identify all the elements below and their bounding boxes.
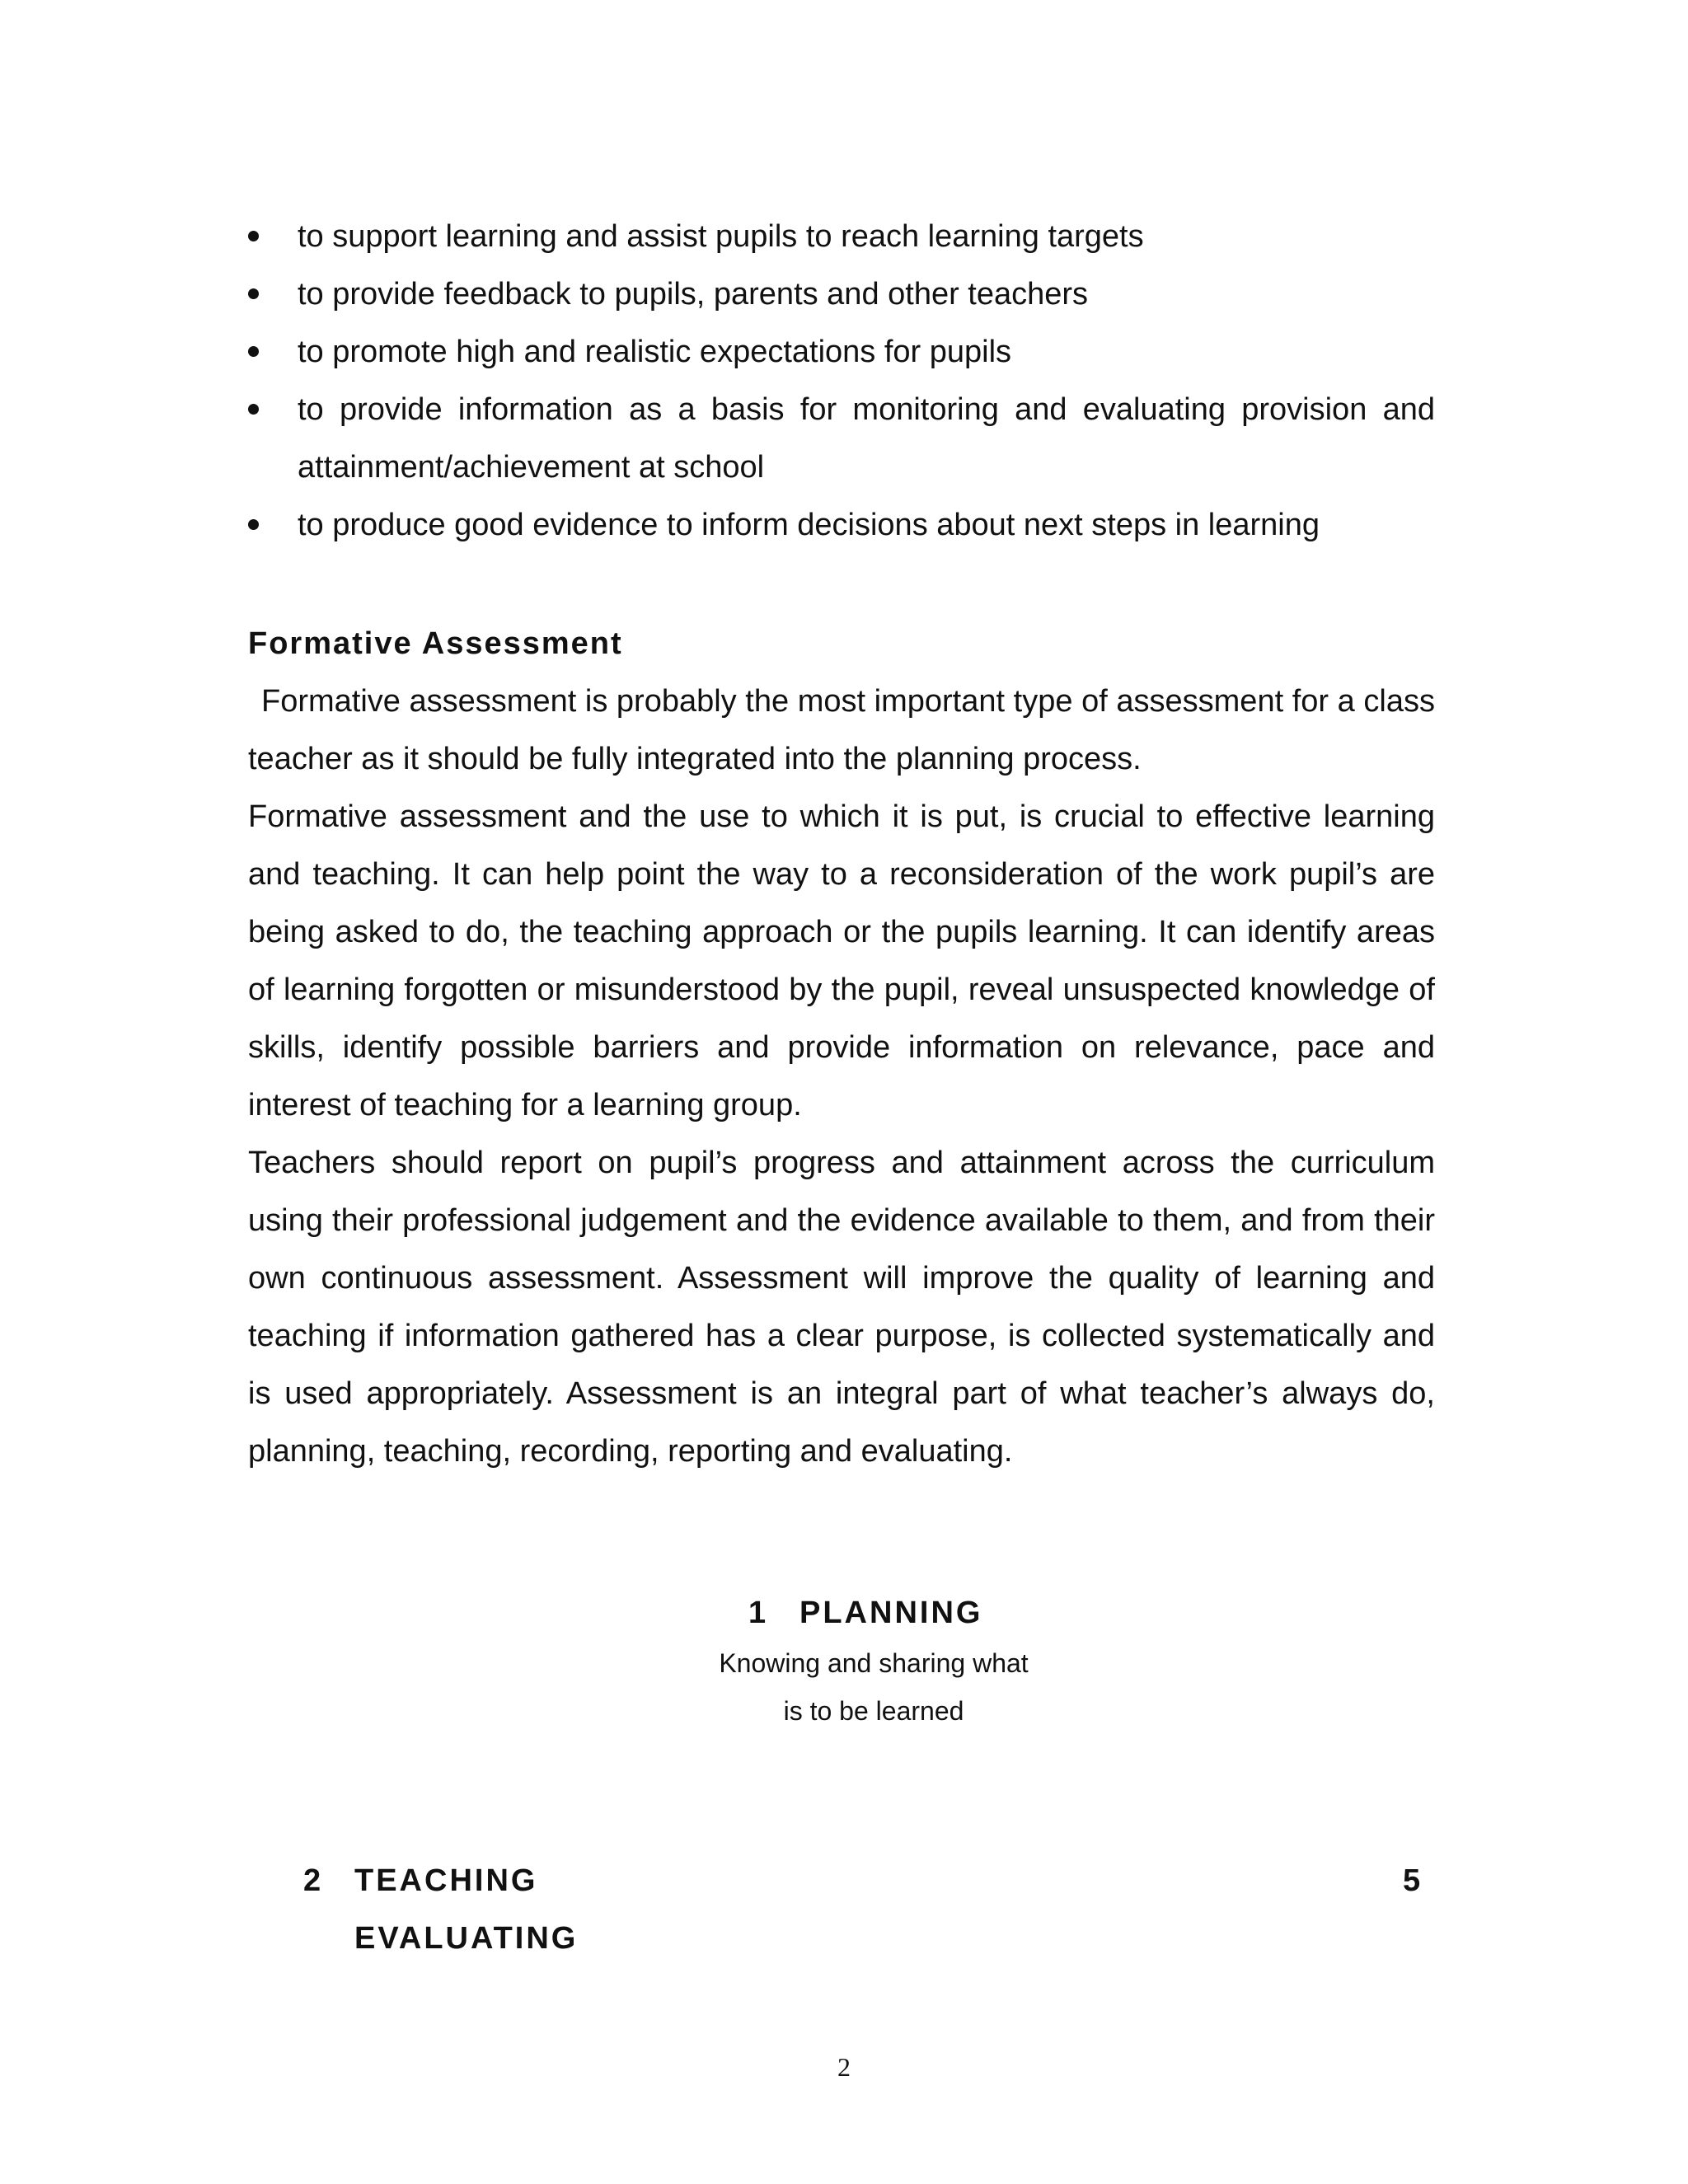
stage-label: PLANNING bbox=[799, 1596, 983, 1630]
bullet-item: to promote high and realistic expectations for pupils bbox=[248, 323, 1435, 381]
paragraph: Teachers should report on pupil’s progress and attainment across the curriculum using their professional judgement and the evidence available to them, and from their own continuous assessment. Assessment will improve the quality of learning and teaching if information gathered has a clear purpose, is collected systematically and is used appropriately. Assessment is an integral part of what teacher’s always do, planning, teaching, recording, reporting and evaluating. bbox=[248, 1146, 1435, 1469]
stage-number: 2 bbox=[303, 1863, 324, 1898]
bullet-item: to provide information as a basis for monitoring and evaluating provision and attainment/achievement at school bbox=[248, 381, 1435, 496]
stage-planning-subtitle-line1: Knowing and sharing what bbox=[719, 1648, 1029, 1678]
bullet-item: to provide feedback to pupils, parents and other teachers bbox=[248, 265, 1435, 323]
bullet-item: to support learning and assist pupils to reach learning targets bbox=[248, 208, 1435, 265]
stage-label: TEACHING bbox=[354, 1863, 538, 1898]
stage-planning-title bbox=[748, 1584, 982, 1642]
stage-planning-subtitle-line2: is to be learned bbox=[783, 1696, 964, 1726]
paragraph: Formative assessment is probably the most important type of assessment for a class teacher as it should be fully integrated into the planning process. bbox=[248, 684, 1435, 776]
stage-evaluating-number: 5 bbox=[1403, 1863, 1423, 1898]
paragraph: Formative assessment and the use to which it is put, is crucial to effective learning and teaching. It can help point the way to a reconsideration of the work pupil’s are being asked to do, the teaching approach or the pupils learning. It can identify areas of learning forgotten or misunderstood by the pupil, reveal unsuspected knowledge of skills, identify possible barriers and provide information on relevance, pace and interest of teaching for a learning group. bbox=[248, 799, 1435, 1122]
stage-evaluating-title: EVALUATING bbox=[354, 1921, 579, 1956]
bullet-item: to produce good evidence to inform decisions about next steps in learning bbox=[248, 496, 1435, 554]
section-heading: Formative Assessment bbox=[248, 626, 623, 661]
stage-teaching-title bbox=[303, 1852, 537, 1910]
stage-number: 1 bbox=[748, 1596, 769, 1630]
page-number: 2 bbox=[837, 2052, 851, 2082]
